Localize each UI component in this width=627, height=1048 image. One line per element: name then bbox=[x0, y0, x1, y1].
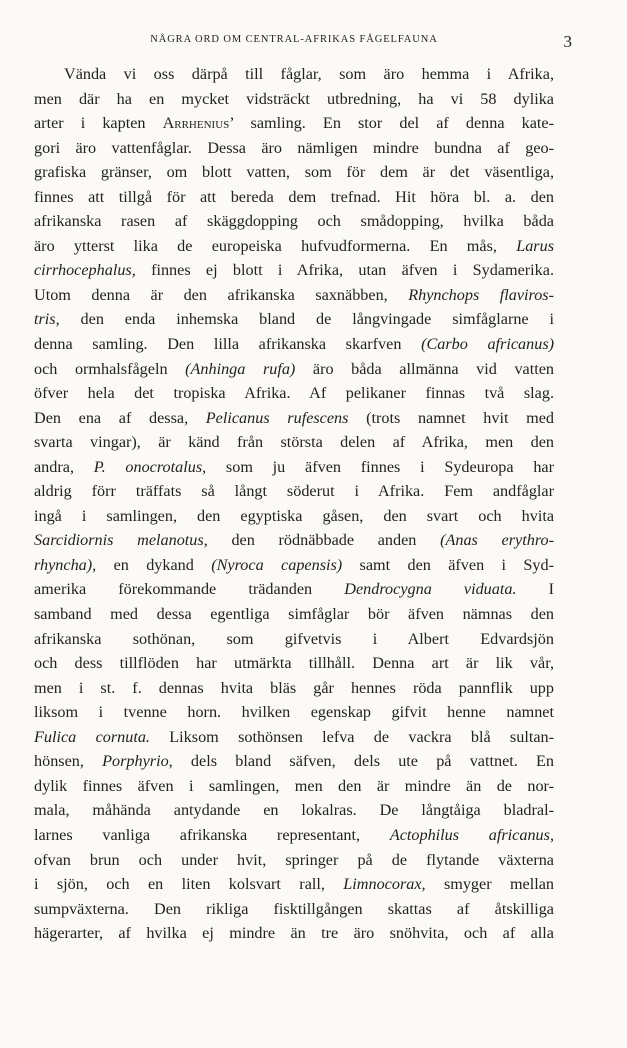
text-run: liksom i tvenne horn. hvilken egenskap gifvit henne namnet bbox=[34, 703, 554, 722]
text-run: grafiska gränser, om blott vatten, som för dem är det väsentliga, bbox=[34, 163, 554, 182]
text-run: afrikanska rasen af skäggdopping och smådopping, hvilka båda bbox=[34, 212, 554, 231]
text-line bbox=[34, 258, 554, 283]
text-run: aldrig förr träffats så långt söderut i Afrika. Fem andfåglar bbox=[34, 482, 554, 501]
text-run: finnes att tillgå för att bereda dem trefnad. Hit höra bl. a. den bbox=[34, 187, 554, 206]
species-name: Larus bbox=[516, 236, 554, 255]
text-run: som ju äfven finnes i Sydeuropa har bbox=[206, 457, 555, 476]
species-name: cirrhocephalus, bbox=[34, 261, 136, 280]
body-paragraph bbox=[34, 62, 554, 946]
text-line bbox=[34, 62, 554, 87]
species-name: Fulica cornuta. bbox=[34, 727, 150, 746]
text-run: Utom denna är den afrikanska saxnäbben, bbox=[34, 285, 409, 304]
text-line bbox=[34, 897, 554, 922]
text-run: andra, bbox=[34, 457, 94, 476]
species-name: (Nyroca capensis) bbox=[211, 555, 343, 574]
species-name: (Anhinga rufa) bbox=[185, 359, 296, 378]
text-line bbox=[34, 160, 554, 185]
text-line bbox=[34, 283, 554, 308]
text-run: larnes vanliga afrikanska representant, bbox=[34, 825, 390, 844]
running-head: NÅGRA ORD OM CENTRAL-AFRIKAS FÅGELFAUNA bbox=[150, 34, 438, 45]
text-line bbox=[34, 774, 554, 799]
text-line bbox=[34, 528, 554, 553]
text-run: öfver hela det tropiska Afrika. Af pelikaner finnas två slag. bbox=[34, 384, 554, 403]
text-run: och ormhalsfågeln bbox=[34, 359, 186, 378]
text-run: afrikanska sothönan, som gifvetvis i Albert Edvardsjön bbox=[34, 629, 554, 648]
text-line bbox=[34, 406, 554, 431]
page-number: 3 bbox=[563, 32, 572, 51]
species-name: rhyncha), bbox=[34, 555, 97, 574]
text-run: ingå i samlingen, den egyptiska gåsen, den svart och hvita bbox=[34, 506, 554, 525]
text-line bbox=[34, 357, 554, 382]
text-line bbox=[34, 185, 554, 210]
text-line bbox=[34, 627, 554, 652]
text-line bbox=[34, 676, 554, 701]
text-line bbox=[34, 332, 554, 357]
text-run: dels bland säfven, dels ute på vattnet. En bbox=[172, 752, 554, 771]
text-line bbox=[34, 798, 554, 823]
text-line bbox=[34, 749, 554, 774]
text-run: Vända vi oss därpå till fåglar, som äro hemma i Afrika, bbox=[64, 65, 554, 83]
text-line bbox=[34, 455, 554, 480]
text-run: finnes ej blott i Afrika, utan äfven i Sydamerika. bbox=[135, 261, 554, 280]
text-line bbox=[34, 823, 554, 848]
text-run: hägerarter, af hvilka ej mindre än tre äro snöhvita, och af alla bbox=[34, 924, 554, 943]
text-run: i sjön, och en liten kolsvart rall, bbox=[34, 875, 344, 894]
species-name: P. onocrotalus, bbox=[93, 457, 207, 476]
species-name: Sarcidiornis melanotus, bbox=[34, 531, 208, 550]
text-run: ’ samling. En stor del af denna kate- bbox=[229, 114, 554, 133]
text-line bbox=[34, 651, 554, 676]
text-run: I bbox=[516, 580, 555, 599]
text-run: och dess tillflöden har utmärkta tillhåll. Denna art är lik vår, bbox=[34, 654, 554, 673]
text-line bbox=[34, 87, 554, 112]
text-line bbox=[34, 479, 554, 504]
text-line bbox=[34, 430, 554, 455]
text-run: hönsen, bbox=[34, 752, 103, 771]
species-name: Limnocorax, bbox=[343, 875, 426, 894]
species-name: Pelicanus rufescens bbox=[205, 408, 349, 427]
species-name: Actophilus africanus, bbox=[389, 825, 554, 844]
species-name: Rhynchops flaviros- bbox=[408, 285, 554, 304]
text-line bbox=[34, 602, 554, 627]
text-line bbox=[34, 111, 554, 136]
text-run: men där ha en mycket vidsträckt utbredning, ha vi 58 dylika bbox=[34, 89, 554, 108]
text-run: mala, måhända antydande en lokalras. De långtåiga bladral- bbox=[34, 801, 554, 820]
text-run: samt den äfven i Syd- bbox=[342, 555, 554, 574]
text-run: arter i kapten bbox=[34, 114, 163, 133]
species-name: (Carbo africanus) bbox=[421, 335, 555, 354]
text-run: amerika förekommande trädanden bbox=[34, 580, 345, 599]
person-name: Arrhenius bbox=[162, 114, 230, 133]
text-line bbox=[34, 209, 554, 234]
text-run: dylik finnes äfven i samlingen, men den är mindre än de nor- bbox=[34, 776, 554, 795]
text-line bbox=[34, 381, 554, 406]
text-line bbox=[34, 848, 554, 873]
text-run: (trots namnet hvit med bbox=[348, 408, 554, 427]
species-name: tris, bbox=[34, 310, 60, 329]
text-run: Den ena af dessa, bbox=[34, 408, 206, 427]
text-run: sumpväxterna. Den rikliga fisktillgången skattas af åtskilliga bbox=[34, 899, 554, 918]
text-line bbox=[34, 872, 554, 897]
text-run: men i st. f. dennas hvita bläs går hennes röda pannflik upp bbox=[34, 678, 554, 697]
text-run: ofvan brun och under hvit, springer på de flytande växterna bbox=[34, 850, 554, 869]
page-header bbox=[34, 32, 572, 51]
text-line bbox=[34, 307, 554, 332]
text-run: den enda inhemska bland de långvingade simfåglarne i bbox=[59, 310, 554, 329]
text-line bbox=[34, 577, 554, 602]
text-run: den rödnäbbade anden bbox=[207, 531, 441, 550]
text-line bbox=[34, 553, 554, 578]
text-line bbox=[34, 921, 554, 946]
text-line bbox=[34, 234, 554, 259]
text-line bbox=[34, 504, 554, 529]
text-run: äro ytterst lika de europeiska hufvudformerna. En mås, bbox=[34, 236, 517, 255]
text-run: gori äro vattenfåglar. Dessa äro nämligen mindre bundna af geo- bbox=[34, 138, 554, 157]
text-run: denna samling. Den lilla afrikanska skarfven bbox=[34, 335, 422, 354]
text-run: äro båda allmänna vid vatten bbox=[295, 359, 554, 378]
text-run: samband med dessa egentliga simfåglar bör äfven nämnas den bbox=[34, 605, 554, 624]
text-line bbox=[34, 136, 554, 161]
text-line bbox=[34, 725, 554, 750]
text-run: svarta vingar), är känd från största delen af Afrika, men den bbox=[34, 433, 554, 452]
species-name: Porphyrio, bbox=[102, 752, 173, 771]
text-run: Liksom sothönsen lefva de vackra blå sultan- bbox=[149, 727, 554, 746]
text-run: smyger mellan bbox=[425, 875, 555, 894]
text-line bbox=[34, 700, 554, 725]
text-run: en dykand bbox=[96, 555, 212, 574]
species-name: Dendrocygna viduata. bbox=[344, 580, 517, 599]
species-name: (Anas erythro- bbox=[440, 531, 555, 550]
